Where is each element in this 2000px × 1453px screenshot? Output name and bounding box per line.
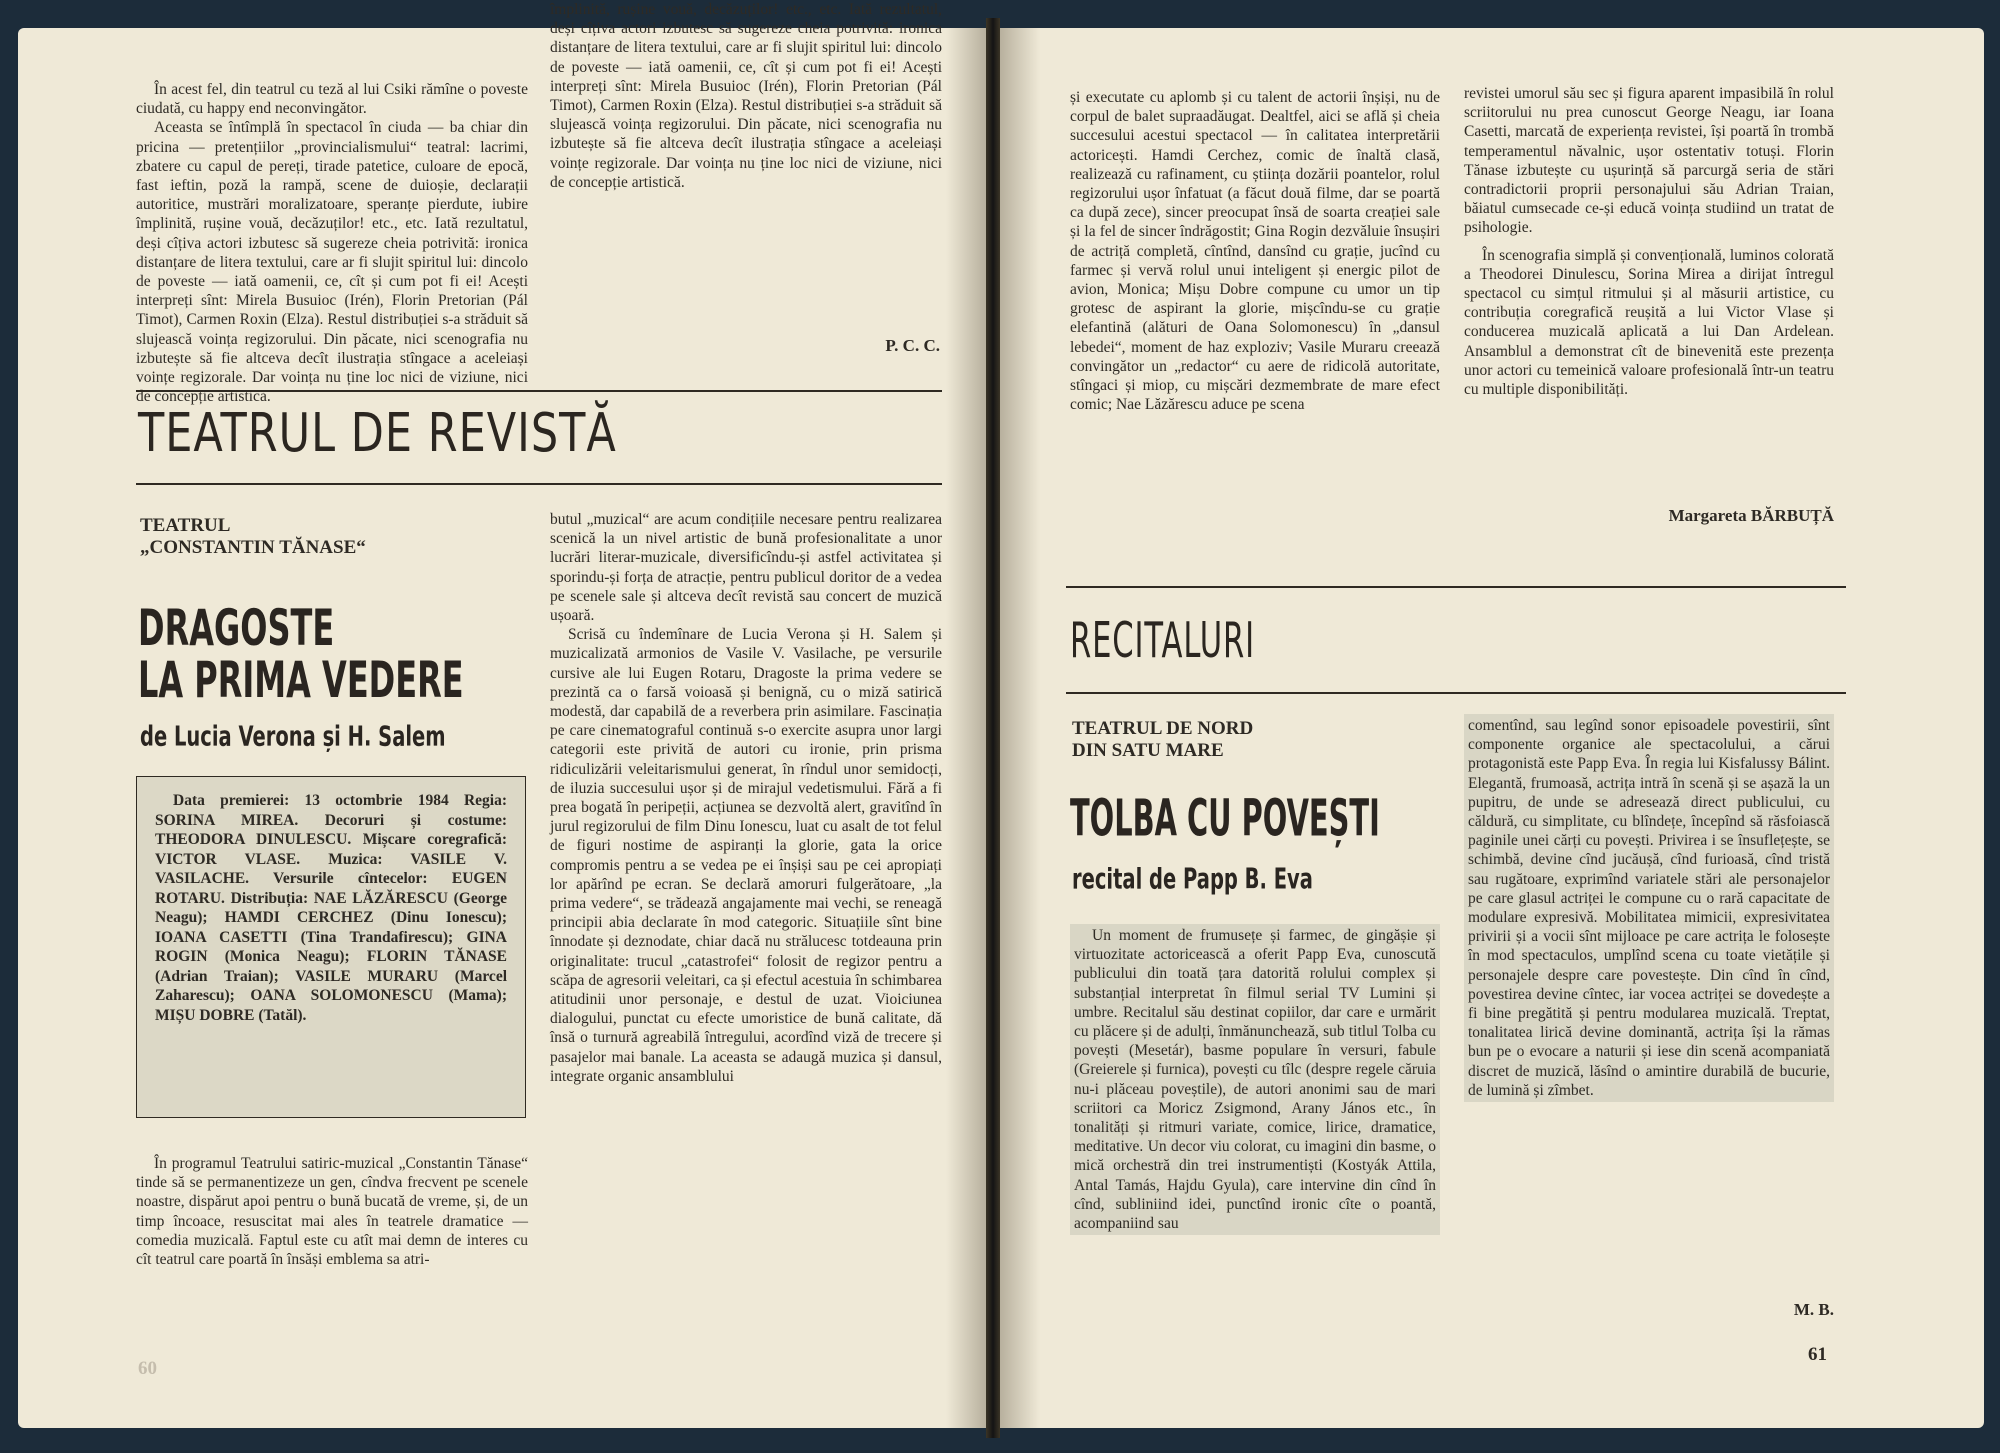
review-continued-column-1 (1070, 88, 1440, 574)
theatre-line-2: „CONSTANTIN TĂNASE“ (140, 537, 366, 558)
intro-paragraph-1: În acest fel, din teatrul cu teză al lui Csiki rămîne o poveste ciudată, cu happy end neconvingător. (136, 81, 528, 118)
page-number-right: 61 (1808, 1344, 1827, 1365)
section-rule-bottom (136, 483, 942, 485)
theatre-line-1: TEATRUL (140, 515, 231, 536)
section-rule-top (136, 390, 942, 392)
intro-continuation: împlinită, rușine vouă, decăzuților! etc., etc. Iată rezultatul, deși cîțiva actori izbutesc să sugereze cheia potrivită: ironica distanțare de litera textului, care ar fi slujit spiritul lui: dincolo de poveste — iată oamenii, ce, cît și cum pot fi ei! Acești interpreți sînt: Mirela Busuioc (Irén), Florin Pretorian (Pál Timot), Carmen Roxin (Elza). Restul distribuției s-a străduit să slujească voința regizorului. Din păcate, nici scenografia nu izbutește să fie altceva decît ilustrația stîngace a aceleiași voințe regizorale. Dar voința nu ține loc nici de viziune, nici de concepție artistică. (550, 1, 942, 191)
review-paragraph-2: butul „muzical“ are acum condițiile necesare pentru realizarea scenică la un nivel artistic de bună profesionalitate a unor lucrări literar-muzicale, diversificîndu-și astfel activitatea și sporindu-și forța de atracție, pentru publicul doritor de a vedea pe scenele sale și altceva decît revistă sau concert de muzică ușoară. (550, 511, 942, 625)
gutter-shadow (1000, 28, 1040, 1428)
review-continued-text: și executate cu aplomb și cu talent de actorii înșiși, nu de corpul de balet supraadăugat. Dealtfel, aici se află și cheia succesului acestui spectacol — în calitatea interpretării actoricești. Hamdi Cerchez, comic de înaltă clasă, realizează cu rafinament, cu știința dozării poantelor, rolul regizorului ușor înfatuat (a făcut două filme, dar se poartă ca după zece), sincer preocupat însă de soarta creației sale și la fel de sincer îndrăgostit; Gina Rogin dezvăluie însușiri de actriță completă, cîntînd, dansînd cu grație, jucînd cu farmec și vervă rolul unui inteligent și energic pilot de avion, Monica; Mișu Dobre compune cu umor un tip grotesc de aspirant la glorie, mișcîndu-se cu grație elefantină (alături de Oana Solomonescu) în „dansul lebedei“, moment de haz exploziv; Vasile Muraru creează convingător un „redactor“ cu aere de ridicolă autoritate, stîngaci și miop, cu mișcări dezmembrate de mare efect comic; Nae Lăzărescu aduce pe scena (1070, 89, 1440, 414)
recital-paragraph-1: Un moment de frumusețe și farmec, de gingășie și virtuozitate actoricească a oferit Papp Eva, cunoscută publicului din toată țara datorită rolului complex și substanțial interpretat în filmul serial TV Lumini și umbre. Recitalul său destinat copiilor, dar care e urmărit cu plăcere și de adulți, înmănunchează, sub titlul Tolba cu povești (Mesetár), basme populare în versuri, fabule (Greierele și furnica), povești cu tîlc (despre regele căruia nu-i plăceau poveștile), de autori anonimi sau de mari scriitori ca Moricz Zsigmond, Arany János etc., în tonalități și ritmuri variate, comice, lirice, dramatice, meditative. Un decor viu colorat, cu imagini din basme, o mică orchestră din trei instrumentiști (Kostyák Attila, Antal Tamás, Hajdu Gyula), care intervine din cînd în cînd, subliniind idei, punctînd ironic cîte o poantă, acompaniind sau (1074, 927, 1436, 1233)
recital-column-1 (1070, 924, 1440, 1235)
play-title-line-1: DRAGOSTE (138, 600, 335, 658)
left-page (18, 1, 986, 1428)
intro-column-2 (550, 1, 942, 286)
theatre-name (140, 515, 366, 559)
recital-section-title: RECITALURI (1070, 614, 1255, 670)
recital-theatre-line-2: DIN SATU MARE (1072, 740, 1224, 761)
review-paragraph-1: În programul Teatrului satiric-muzical „Constantin Tănase“ tinde să se permanentizeze un gen, cîndva frecvent pe scenele noastre, dispărut apoi pentru o bună bucată de vreme, și, de un timp încoace, resuscitat mai ales în teatrele dramatice — comedia muzicală. Faptul este cu atît mai demn de interes cu cît teatrul care poartă în însăși emblema sa atri- (136, 1155, 528, 1269)
play-title-line-2: LA PRIMA VEDERE (138, 652, 464, 710)
section-title: TEATRUL DE REVISTĂ (138, 402, 617, 465)
review-continued-column-2 (1464, 84, 1834, 399)
recital-rule-bottom (1066, 692, 1846, 694)
intro-paragraph-2: Aceasta se întîmplă în spectacol în ciuda — ba chiar din pricina — pretențiilor „provincialismului“ teatral: lacrimi, zbatere cu capul de pereți, tirade patetice, culoare de epocă, fast ieftin, poză la rampă, scene de duioșie, declarații autoritice, mustrări moralizatoare, speranțe pierdute, iubire împlinită, rușine vouă, decăzuților! etc., etc. Iată rezultatul, deși cîțiva actori izbutesc să sugereze cheia potrivită: ironica distanțare de litera textului, care ar fi slujit spiritul lui: dincolo de poveste — iată oamenii, ce, cît și cum pot fi ei! Acești interpreți sînt: Mirela Busuioc (Irén), Florin Pretorian (Pál Timot), Carmen Roxin (Elza). Restul distribuției s-a străduit să slujească voința regizorului. Din păcate, nici scenografia nu izbutește să fie altceva decît ilustrația stîngace a aceleiași voințe regizorale. Dar voința nu ține loc nici de viziune, nici de concepție artistică. (136, 119, 528, 406)
page-number-left: 60 (138, 1358, 157, 1379)
recital-theatre (1072, 718, 1253, 762)
credits-box (136, 776, 526, 1118)
right-page (1000, 28, 1984, 1428)
intro-column-1 (136, 80, 528, 406)
review-paragraph-3: Scrisă cu îndemînare de Lucia Verona și H. Salem și muzicalizată armonios de Vasile V. Vasilache, pe versurile cursive ale lui Eugen Rotaru, Dragoste la prima vedere se prezintă ca o farsă voioasă și benignă, cu o miză satirică modestă, dar capabilă de a reverbera prin asimilare. Fascinația pe care cinematograful continuă s-o exercite asupra unor largi categorii este privită de autori cu ironie, prin prisma ridiculizării veleitarismului generat, în rîndul unor semidocți, de iluzia succesului ușor și de mirajul vedetismului. Fără a fi prea bogată în peripeții, acțiunea se dezvoltă alert, gravitînd în jurul regizorului de film Dinu Ionescu, luat cu asalt de tot felul de figuri nostime de aspiranți la glorie, gata la orice compromis pentru a se vedea pe ei înșiși sau pe cei apropiați lor apărînd pe ecran. Se declară amoruri fulgerătoare, „la prima vedere“, se trădează angajamente mai vechi, se reneagă principii abia declarate în mod categoric. Situațiile sînt bine înnodate și deznodate, chiar dacă nu strălucesc totdeauna prin originalitate: trucul „catastrofei“ folosit de regizor pentru a scăpa de agresorii veleitari, ca și efectul acestuia în schimbarea atitudinii unor personaje, e destul de uzat. Vioiciunea dialogului, punctat cu efecte umoristice de bună calitate, dă însă o turnură agreabilă întregului, acordînd viză de trecere și pasajelor mai banale. La aceasta se adaugă muzica și dansul, integrate organic ansamblului (550, 626, 942, 1085)
recital-column-2 (1464, 714, 1834, 1102)
recital-rule-top (1066, 586, 1846, 588)
review-column-1 (136, 1154, 528, 1269)
review-signature: Margareta BĂRBUȚĂ (1668, 506, 1834, 525)
intro-signature: P. C. C. (885, 336, 940, 355)
recital-subtitle: recital de Papp B. Eva (1072, 862, 1313, 896)
gutter-shadow (946, 28, 986, 1428)
book-spine (986, 18, 1000, 1438)
recital-paragraph-2: comentînd, sau legînd sonor episoadele povestirii, sînt componente organice ale spectacolului, a cărui protagonistă este Papp Eva. În regia lui Kisfalussy Bálint. Elegantă, frumoasă, actrița intră în scenă și se așază la un pupitru, de unde se adresează direct publicului, cu căldură, cu simplitate, cu blîndețe, începînd să răsfoiască paginile unei cărți cu povești. Privirea i se însuflețește, se schimbă, devine cînd jucăușă, cînd furioasă, cînd tristă sau rugătoare, exprimînd variatele stări ale personajelor pe care glasul actriței le compune cu o rară capacitate de modulare expresivă. Mobilitatea mimicii, expresivitatea privirii și a vocii sînt mijloace pe care actrița le folosește în mod spectaculos, umplînd scena cu toate vietățile și personajele despre care povestește. Din cînd în cînd, povestirea devine cîntec, iar vocea actriței se dovedește a fi bine pregătită și pentru modularea muzicală. Treptat, tonalitatea lirică devine dominantă, actrița își la rămas bun pe o evocare a naturii și iese din scenă acompaniată discret de muzică, lăsînd o amintire durabilă de bucurie, de lumină și zîmbet. (1468, 717, 1830, 1099)
recital-title: TOLBA CU POVEȘTI (1070, 790, 1380, 849)
credits-text: Data premierei: 13 octombrie 1984 Regia: SORINA MIREA. Decoruri și costume: THEODORA DINULESCU. Mișcare coregrafică: VICTOR VLASE. Muzica: VASILE V. VASILACHE. Versurile cîntecelor: EUGEN ROTARU. Distribuția: NAE LĂZĂRESCU (George Neagu); HAMDI CERCHEZ (Dinu Ionescu); IOANA CASETTI (Tina Trandafirescu); GINA ROGIN (Monica Neagu); FLORIN TĂNASE (Adrian Traian); VASILE MURARU (Marcel Zaharescu); OANA SOLOMONESCU (Mama); MIȘU DOBRE (Tatăl). (155, 792, 507, 1024)
review-continued-paragraph-1: revistei umorul său sec și figura aparent impasibilă în rolul scriitorului nu prea cunoscut George Neagu, iar Ioana Casetti, marcată de experiența revistei, își poartă în trombă temperamentul năvalnic, ușor ostentativ totuși. Florin Tănase izbutește cu ușurință să parcurgă seria de stări contradictorii proprii personajului său Adrian Traian, băiatul cumsecade ce-și educă voința studiind un tratat de psihologie. (1464, 85, 1834, 237)
review-column-2 (550, 510, 942, 1330)
review-continued-paragraph-2: În scenografia simplă și convențională, luminos colorată a Theodorei Dinulescu, Sorina Mirea a dirijat întregul spectacol cu simțul ritmului și al măsurii artistice, cu contribuția coregrafică reușită a lui Victor Vlase și conducerea muzicală aplicată a lui Dan Ardelean. Ansamblul a demonstrat cît de binevenită este prezența unor actori cu temeinică valoare profesională într-un teatru cu multiple disponibilități. (1464, 246, 1834, 399)
play-authors: de Lucia Verona și H. Salem (140, 720, 446, 752)
recital-theatre-line-1: TEATRUL DE NORD (1072, 718, 1254, 739)
recital-signature: M. B. (1793, 1300, 1834, 1319)
